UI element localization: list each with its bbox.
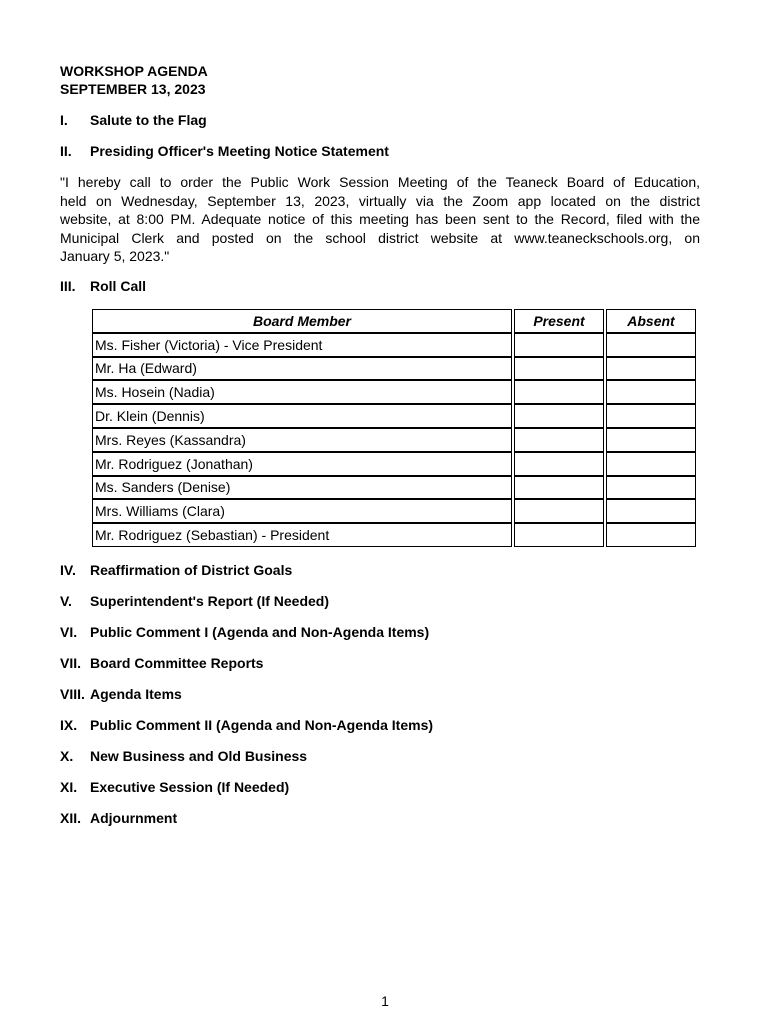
present-cell — [514, 452, 604, 476]
present-cell — [514, 357, 604, 381]
section-title: Roll Call — [90, 278, 147, 294]
page-number: 1 — [381, 993, 389, 1009]
agenda-date: SEPTEMBER 13, 2023 — [60, 81, 206, 97]
section-number: X. — [60, 748, 74, 764]
column-header-present: Present — [514, 309, 604, 333]
absent-cell — [606, 380, 696, 404]
section-title: Reaffirmation of District Goals — [90, 562, 293, 578]
section-number: IX. — [60, 717, 78, 733]
section-10 — [60, 747, 307, 765]
section-number: IV. — [60, 562, 76, 578]
section-number: VIII. — [60, 686, 85, 702]
section-1 — [60, 111, 207, 129]
section-6 — [60, 623, 429, 641]
table-header-row — [92, 309, 696, 333]
meeting-notice-statement — [60, 173, 700, 266]
member-name: Mr. Rodriguez (Sebastian) - President — [92, 523, 512, 547]
section-title: Board Committee Reports — [90, 655, 264, 671]
section-title: New Business and Old Business — [90, 748, 308, 764]
section-number: II. — [60, 143, 72, 159]
section-number: VII. — [60, 655, 82, 671]
section-11 — [60, 778, 289, 796]
present-cell — [514, 428, 604, 452]
notice-line: held on Wednesday, September 13, 2023, virtually via the Zoom app located on the district — [60, 192, 700, 209]
table-row — [92, 499, 696, 523]
section-title: Salute to the Flag — [90, 112, 207, 128]
section-12 — [60, 809, 177, 827]
section-title: Public Comment II (Agenda and Non-Agenda Items) — [90, 717, 434, 733]
agenda-title: WORKSHOP AGENDA — [60, 63, 208, 79]
column-header-absent: Absent — [606, 309, 696, 333]
absent-cell — [606, 523, 696, 547]
member-name: Mrs. Williams (Clara) — [92, 499, 512, 523]
notice-line: website, at 8:00 PM. Adequate notice of this meeting has been sent to the Record, filed with the — [60, 211, 700, 227]
section-title: Agenda Items — [90, 686, 182, 702]
table-row — [92, 333, 696, 357]
notice-line: "I hereby call to order the Public Work Session Meeting of the Teaneck Board of Education, — [60, 174, 700, 190]
table-row — [92, 476, 696, 500]
member-name: Ms. Fisher (Victoria) - Vice President — [92, 333, 512, 357]
section-7 — [60, 654, 263, 672]
section-title: Superintendent's Report (If Needed) — [90, 593, 330, 609]
section-8 — [60, 685, 182, 703]
section-number: III. — [60, 278, 76, 294]
roll-call-table — [90, 309, 698, 547]
notice-line: January 5, 2023." — [60, 248, 170, 264]
present-cell — [514, 404, 604, 428]
member-name: Ms. Sanders (Denise) — [92, 476, 512, 500]
absent-cell — [606, 452, 696, 476]
member-name: Ms. Hosein (Nadia) — [92, 380, 512, 404]
table-row — [92, 380, 696, 404]
section-title: Public Comment I (Agenda and Non-Agenda Items) — [90, 624, 430, 640]
member-name: Dr. Klein (Dennis) — [92, 404, 512, 428]
agenda-header — [60, 62, 208, 98]
notice-line: Municipal Clerk and posted on the school district website at www.teaneckschools.org, on — [60, 229, 700, 246]
table-row — [92, 357, 696, 381]
absent-cell — [606, 404, 696, 428]
present-cell — [514, 476, 604, 500]
present-cell — [514, 333, 604, 357]
present-cell — [514, 523, 604, 547]
section-3 — [60, 277, 146, 295]
section-2 — [60, 142, 389, 160]
absent-cell — [606, 357, 696, 381]
section-9 — [60, 716, 433, 734]
section-title: Executive Session (If Needed) — [90, 779, 290, 795]
present-cell — [514, 380, 604, 404]
section-number: XI. — [60, 779, 78, 795]
absent-cell — [606, 333, 696, 357]
section-number: I. — [60, 112, 68, 128]
table-row — [92, 428, 696, 452]
table-row — [92, 452, 696, 476]
member-name: Mr. Ha (Edward) — [92, 357, 512, 381]
section-number: VI. — [60, 624, 78, 640]
section-title: Presiding Officer's Meeting Notice Statement — [90, 143, 389, 159]
column-header-board-member: Board Member — [92, 309, 512, 333]
section-title: Adjournment — [90, 810, 178, 826]
absent-cell — [606, 499, 696, 523]
absent-cell — [606, 476, 696, 500]
section-number: XII. — [60, 810, 82, 826]
present-cell — [514, 499, 604, 523]
table-row — [92, 523, 696, 547]
table-row — [92, 404, 696, 428]
section-number: V. — [60, 593, 72, 609]
member-name: Mrs. Reyes (Kassandra) — [92, 428, 512, 452]
member-name: Mr. Rodriguez (Jonathan) — [92, 452, 512, 476]
section-5 — [60, 592, 329, 610]
section-4 — [60, 561, 292, 579]
absent-cell — [606, 428, 696, 452]
